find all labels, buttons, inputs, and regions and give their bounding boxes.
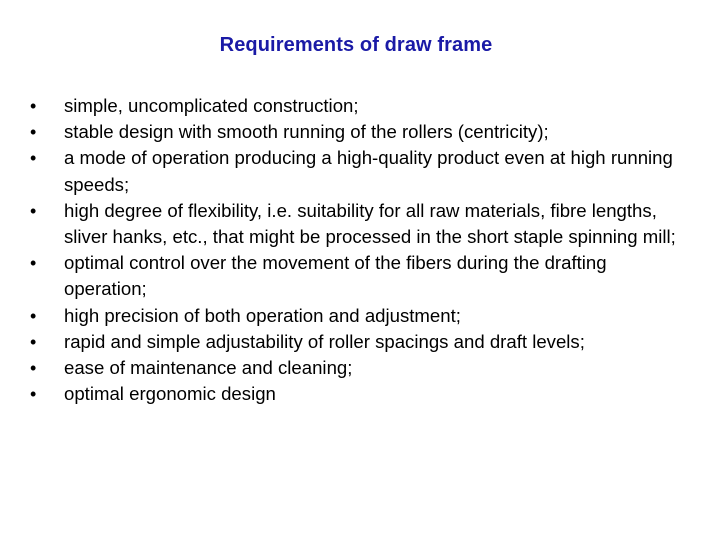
bullet-icon: • [30, 148, 37, 169]
list-item-text: ease of maintenance and cleaning; [64, 357, 353, 379]
list-item-text: optimal ergonomic design [64, 383, 276, 405]
list-item-text: high precision of both operation and adjustment; [64, 304, 461, 326]
slide-title: Requirements of draw frame [219, 34, 493, 56]
bullet-icon: • [30, 358, 37, 379]
list-item [30, 119, 690, 145]
list-item [30, 250, 690, 302]
bullet-icon: • [30, 96, 37, 116]
list-item-text: a mode of operation producing a high-quality product even at high running speeds; [64, 147, 673, 195]
bullet-icon: • [30, 384, 37, 405]
list-item-text: stable design with smooth running of the rollers (centricity); [64, 121, 549, 143]
list-item [30, 381, 690, 407]
list-item [30, 198, 690, 250]
list-item [30, 329, 690, 355]
list-item [30, 93, 690, 119]
list-item-text: rapid and simple adjustability of roller spacings and draft levels; [64, 330, 585, 352]
bullet-icon: • [30, 331, 37, 352]
bullet-icon: • [30, 122, 37, 143]
list-item [30, 145, 690, 197]
bullet-icon: • [30, 200, 37, 221]
list-item [30, 303, 690, 329]
list-item-text: optimal control over the movement of the fibers during the drafting operation; [64, 252, 607, 300]
list-item-text: simple, uncomplicated construction; [64, 95, 359, 116]
bullet-icon: • [30, 253, 37, 274]
list-item [30, 355, 690, 381]
list-item-text: high degree of flexibility, i.e. suitability for all raw materials, fibre lengths, sliver hanks, etc., that might be processed in the short staple spinning mill; [64, 199, 676, 248]
bullet-icon: • [30, 305, 37, 326]
requirements-list [30, 93, 690, 407]
